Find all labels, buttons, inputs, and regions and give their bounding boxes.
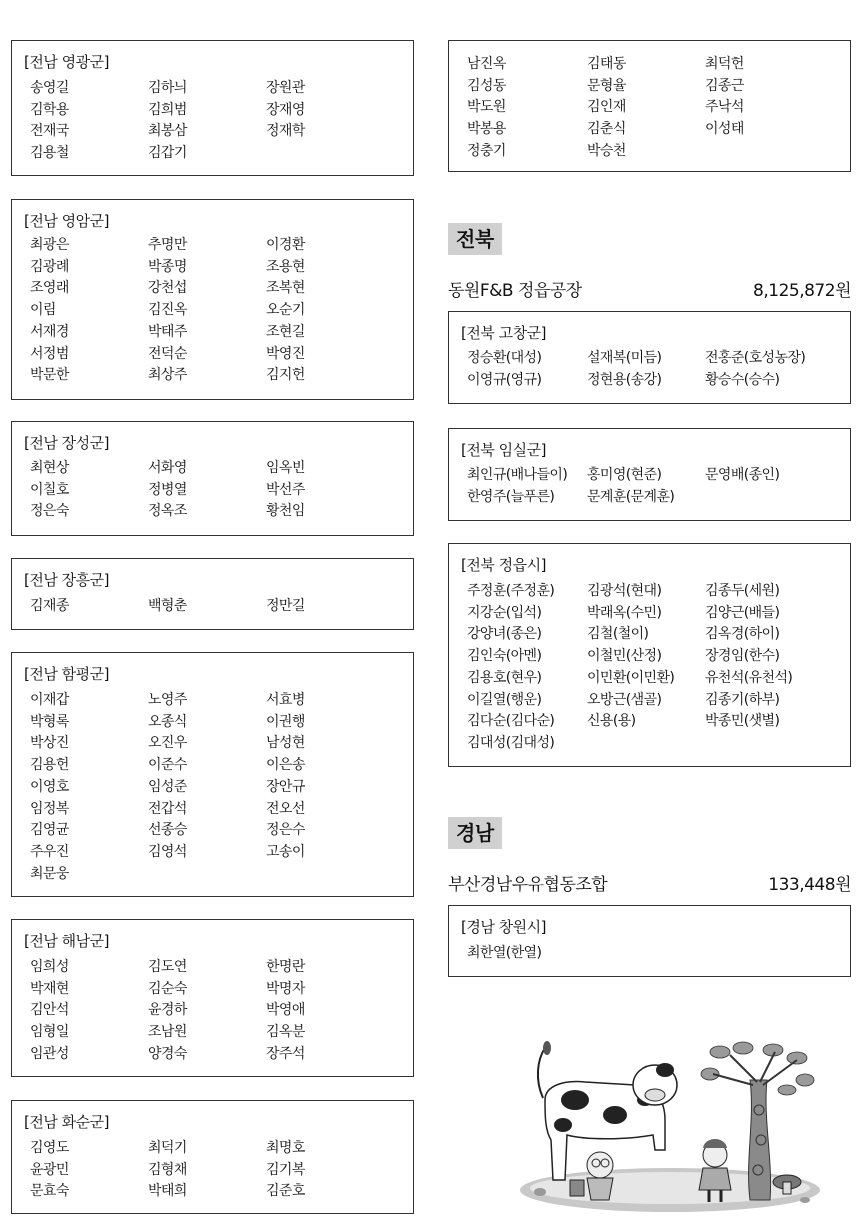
name-grid [467,465,844,508]
donor-line-gyeongnam [448,870,851,895]
name-entry: 양경숙 [148,1045,187,1062]
name-entry: 전갑석 [148,800,187,817]
region-box-hampyeong [11,652,414,897]
name-entry: 오진우 [148,735,187,752]
name-entry: 박재현 [30,980,69,997]
region-title: [전남 영암군] [24,212,109,230]
region-box-hwasun [11,1100,414,1214]
name-entry: 박명자 [266,980,305,997]
name-entry: 김재종 [30,598,69,614]
region-box-changwon [448,905,851,977]
name-entry: 문형율 [587,77,626,94]
name-entry: 이성태 [705,121,744,138]
name-entry: 박영애 [266,1002,305,1019]
name-entry: 김옥경(하이) [705,626,780,643]
donor-name: 부산경남우유협동조합 [448,875,608,895]
name-entry: 최봉삼 [148,123,187,140]
name-entry: 박봉용 [467,121,506,138]
name-entry: 김종근 [705,77,744,94]
name-entry: 김종기(하부) [705,691,780,708]
name-entry: 송영길 [30,80,69,96]
name-entry: 이권행 [266,713,305,730]
name-entry: 김준호 [266,1183,305,1200]
region-title: [전남 영광군] [24,53,109,71]
name-entry: 정현용(송강) [587,371,662,388]
name-entry: 김광례 [30,258,69,275]
name-entry: 김도연 [148,959,187,975]
name-entry: 이준수 [148,757,187,774]
name-entry: 김종두(세원) [705,583,780,599]
name-entry: 강양녀(종은) [467,626,542,643]
name-entry: 이영호 [30,778,69,795]
name-entry: 김기복 [266,1161,305,1178]
name-entry: 오종식 [148,713,187,730]
name-entry: 조남원 [148,1024,187,1041]
name-entry: 문계훈(문계훈) [587,488,675,505]
name-entry: 김용철 [30,145,69,162]
name-entry: 김진옥 [148,302,187,319]
region-title: [전북 정읍시] [461,556,546,574]
name-entry: 정재학 [266,123,305,140]
name-entry: 박형록 [30,713,69,730]
name-entry: 남진옥 [467,56,506,72]
name-entry: 박승천 [587,142,626,159]
region-title: [전남 장성군] [24,434,109,452]
name-entry: 김순숙 [148,980,187,997]
name-entry: 임정복 [30,800,69,817]
donor-name: 동원F&B 정읍공장 [448,281,582,301]
name-entry: 장경임(한수) [705,648,780,665]
name-grid [467,348,844,391]
name-entry: 박태희 [148,1183,187,1200]
name-entry: 전재국 [30,123,69,140]
name-entry: 전홍준(호성농장) [705,350,806,366]
name-entry: 김대성(김대성) [467,734,555,751]
region-title: [전북 임실군] [461,441,546,459]
name-entry: 임옥빈 [266,460,305,476]
name-entry: 지강순(입석) [467,604,542,621]
name-entry: 유천석(유천석) [705,669,793,686]
name-grid [467,581,844,755]
name-entry: 주낙석 [705,99,744,116]
name-entry: 김형채 [148,1161,187,1178]
name-entry: 김철(철이) [587,626,649,643]
name-entry: 신용(용) [587,713,636,730]
name-entry: 장안규 [266,778,305,795]
region-title: [전남 함평군] [24,665,109,683]
name-entry: 오방근(샘골) [587,691,662,708]
name-grid [467,943,844,965]
name-entry: 남성현 [266,735,305,752]
name-entry: 오순기 [266,302,305,319]
donor-amount: 133,448원 [768,875,851,895]
name-entry: 정병열 [148,481,187,498]
name-entry: 박선주 [266,481,305,498]
name-entry: 조현길 [266,323,305,340]
name-entry: 김광석(현대) [587,583,662,599]
name-entry: 윤경하 [148,1002,187,1019]
section-label-jeonbuk: 전북 [448,223,502,255]
name-entry: 문영배(종인) [705,467,780,483]
name-entry: 최명호 [266,1140,305,1156]
name-entry: 강천섭 [148,280,187,297]
name-grid [30,690,407,885]
name-entry: 박영진 [266,345,305,362]
name-entry: 조영래 [30,280,69,297]
region-box-jangseong [11,421,414,536]
name-entry: 최상주 [148,367,187,384]
region-title: [경남 창원시] [461,918,546,936]
name-entry: 홍미영(현준) [587,467,662,483]
name-entry: 김영균 [30,822,69,839]
name-entry: 장재영 [266,101,305,118]
name-entry: 문효숙 [30,1183,69,1200]
name-entry: 선종승 [148,822,187,839]
name-entry: 김지헌 [266,367,305,384]
name-entry: 정충기 [467,142,506,159]
region-box-haenam [11,919,414,1077]
name-entry: 이칠호 [30,481,69,498]
region-title: [전남 해남군] [24,932,109,950]
name-entry: 이은송 [266,757,305,774]
name-entry: 이림 [30,302,56,319]
name-entry: 최인규(배나들이) [467,467,568,483]
name-entry: 이재갑 [30,692,69,708]
name-entry: 이민환(이민환) [587,669,675,686]
name-entry: 정옥조 [148,503,187,520]
name-entry: 김양근(배들) [705,604,780,621]
name-entry: 김인재 [587,99,626,116]
region-box-yeongam [11,199,414,400]
name-grid [30,957,407,1066]
name-entry: 황천임 [266,503,305,520]
name-entry: 임성준 [148,778,187,795]
donor-line-jeonbuk [448,276,851,301]
name-entry: 김인숙(아멘) [467,648,542,665]
name-entry: 이경환 [266,237,305,253]
name-entry: 서정범 [30,345,69,362]
name-entry: 한영주(늘푸른) [467,488,555,505]
name-entry: 전덕순 [148,345,187,362]
name-entry: 김성동 [467,77,506,94]
name-grid [30,235,407,387]
name-grid [467,54,844,163]
name-entry: 최광은 [30,237,69,253]
name-entry: 전오선 [266,800,305,817]
name-entry: 추명만 [148,237,187,253]
name-entry: 서재경 [30,323,69,340]
section-label-gyeongnam: 경남 [448,817,502,849]
region-title: [전남 장흥군] [24,571,109,589]
name-entry: 조복현 [266,280,305,297]
name-entry: 박종명 [148,258,187,275]
name-entry: 서효병 [266,692,305,708]
cow-and-children-illustration-icon [505,1040,825,1215]
name-entry: 한명란 [266,959,305,975]
name-entry: 설재복(미듬) [587,350,662,366]
region-box-gochang [448,311,851,404]
region-box-imsil [448,428,851,521]
name-entry: 이철민(산정) [587,648,662,665]
name-entry: 김옥분 [266,1024,305,1041]
name-entry: 정만길 [266,598,305,614]
name-entry: 최덕기 [148,1140,187,1156]
name-entry: 최현상 [30,460,69,476]
name-entry: 주우진 [30,843,69,860]
name-entry: 박문한 [30,367,69,384]
name-entry: 서화영 [148,460,187,476]
name-grid [30,1138,407,1203]
name-entry: 임관성 [30,1045,69,1062]
name-grid [30,78,407,165]
region-title: [전남 화순군] [24,1113,109,1131]
name-entry: 박래옥(수민) [587,604,662,621]
name-entry: 김안석 [30,1002,69,1019]
name-entry: 이길열(행운) [467,691,542,708]
name-entry: 노영주 [148,692,187,708]
region-box-jeongeup [448,543,851,767]
name-entry: 김다순(김다순) [467,713,555,730]
name-entry: 황승수(승수) [705,371,780,388]
name-entry: 박태주 [148,323,187,340]
name-entry: 김영도 [30,1140,69,1156]
name-grid [30,596,407,618]
name-entry: 김하늬 [148,80,187,96]
name-entry: 김용호(현우) [467,669,542,686]
region-box-yeonggwang [11,40,414,176]
name-entry: 정은숙 [30,503,69,520]
name-entry: 김태동 [587,56,626,72]
name-entry: 임형일 [30,1024,69,1041]
name-entry: 박종민(샛별) [705,713,780,730]
name-entry: 이영규(영규) [467,371,542,388]
name-entry: 최한열(한열) [467,945,542,961]
name-entry: 김학용 [30,101,69,118]
name-entry: 김갑기 [148,145,187,162]
name-entry: 윤광민 [30,1161,69,1178]
name-entry: 최덕헌 [705,56,744,72]
name-entry: 김춘식 [587,121,626,138]
name-entry: 최문웅 [30,865,69,882]
name-entry: 김영석 [148,843,187,860]
name-entry: 주정훈(주정훈) [467,583,555,599]
name-entry: 김용헌 [30,757,69,774]
name-entry: 임희성 [30,959,69,975]
name-entry: 장주석 [266,1045,305,1062]
name-entry: 박상진 [30,735,69,752]
region-box-continued [448,40,851,172]
name-entry: 고송이 [266,843,305,860]
name-entry: 정승환(대성) [467,350,542,366]
region-title: [전북 고창군] [461,324,546,342]
name-entry: 박도원 [467,99,506,116]
name-entry: 장원관 [266,80,305,96]
name-entry: 백형춘 [148,598,187,614]
name-entry: 김희범 [148,101,187,118]
region-box-jangheung [11,558,414,630]
name-entry: 정은수 [266,822,305,839]
donor-amount: 8,125,872원 [753,281,851,301]
name-grid [30,458,407,523]
name-entry: 조용현 [266,258,305,275]
